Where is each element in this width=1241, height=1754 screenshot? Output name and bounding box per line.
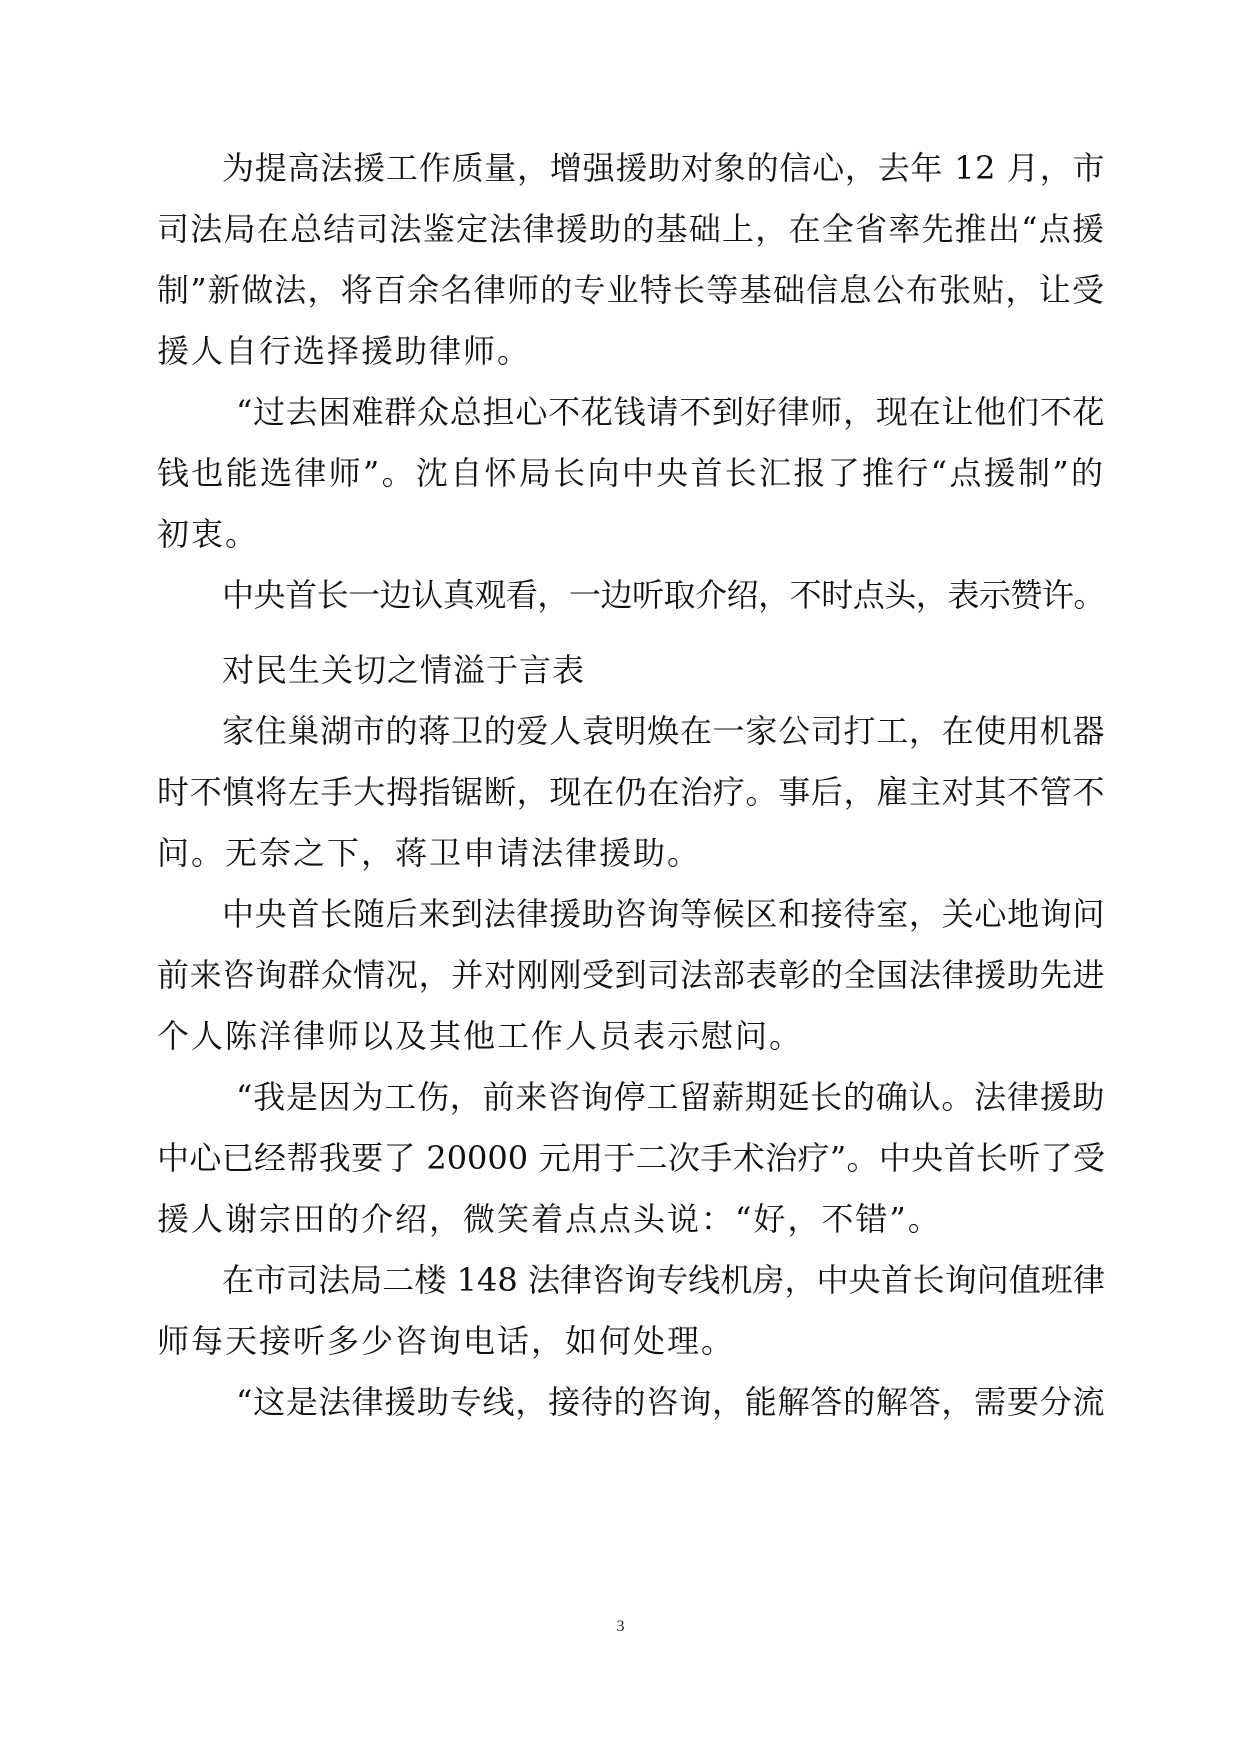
paragraph-line: 为提高法援工作质量，增强援助对象的信心，去年 12 月，市 — [222, 149, 1105, 187]
paragraph-line: 时不慎将左手大拇指锯断，现在仍在治疗。事后，雇主对其不管不 — [157, 773, 1105, 811]
paragraph-line: 问。无奈之下，蒋卫申请法律援助。 — [157, 834, 702, 872]
section-heading: 对民生关切之情溢于言表 — [222, 651, 586, 689]
paragraph-line: 钱也能选律师”。沈自怀局长向中央首长汇报了推行“点援制”的 — [157, 454, 1105, 492]
paragraph-line: 家住巢湖市的蒋卫的爱人袁明焕在一家公司打工，在使用机器 — [222, 712, 1105, 750]
paragraph-line: 前来咨询群众情况，并对刚刚受到司法部表彰的全国法律援助先进 — [157, 956, 1105, 994]
paragraph-line: 制”新做法，将百余名律师的专业特长等基础信息公布张贴，让受 — [157, 271, 1105, 309]
paragraph-line: “过去困难群众总担心不花钱请不到好律师，现在让他们不花 — [236, 393, 1105, 431]
paragraph-line: 个人陈洋律师以及其他工作人员表示慰问。 — [157, 1017, 804, 1055]
paragraph-line: 援人谢宗田的介绍，微笑着点点头说：“好，不错”。 — [157, 1200, 942, 1238]
paragraph-line: 中央首长随后来到法律援助咨询等候区和接待室，关心地询问 — [222, 895, 1105, 933]
paragraph-line: 初衷。 — [157, 515, 260, 553]
paragraph-line: 在市司法局二楼 148 法律咨询专线机房，中央首长询问值班律 — [222, 1261, 1105, 1299]
paragraph-line: 司法局在总结司法鉴定法律援助的基础上，在全省率先推出“点援 — [157, 210, 1105, 248]
paragraph-line: 中心已经帮我要了 20000 元用于二次手术治疗”。中央首长听了受 — [157, 1139, 1105, 1177]
paragraph-line: “我是因为工伤，前来咨询停工留薪期延长的确认。法律援助 — [236, 1078, 1105, 1116]
paragraph-line: “这是法律援助专线，接待的咨询，能解答的解答，需要分流 — [236, 1383, 1105, 1421]
page-number: 3 — [616, 1618, 625, 1635]
paragraph-line: 援人自行选择援助律师。 — [157, 332, 532, 370]
paragraph-line: 中央首长一边认真观看，一边听取介绍，不时点头，表示赞许。 — [222, 576, 1105, 614]
paragraph-line: 师每天接听多少咨询电话，如何处理。 — [157, 1322, 736, 1360]
